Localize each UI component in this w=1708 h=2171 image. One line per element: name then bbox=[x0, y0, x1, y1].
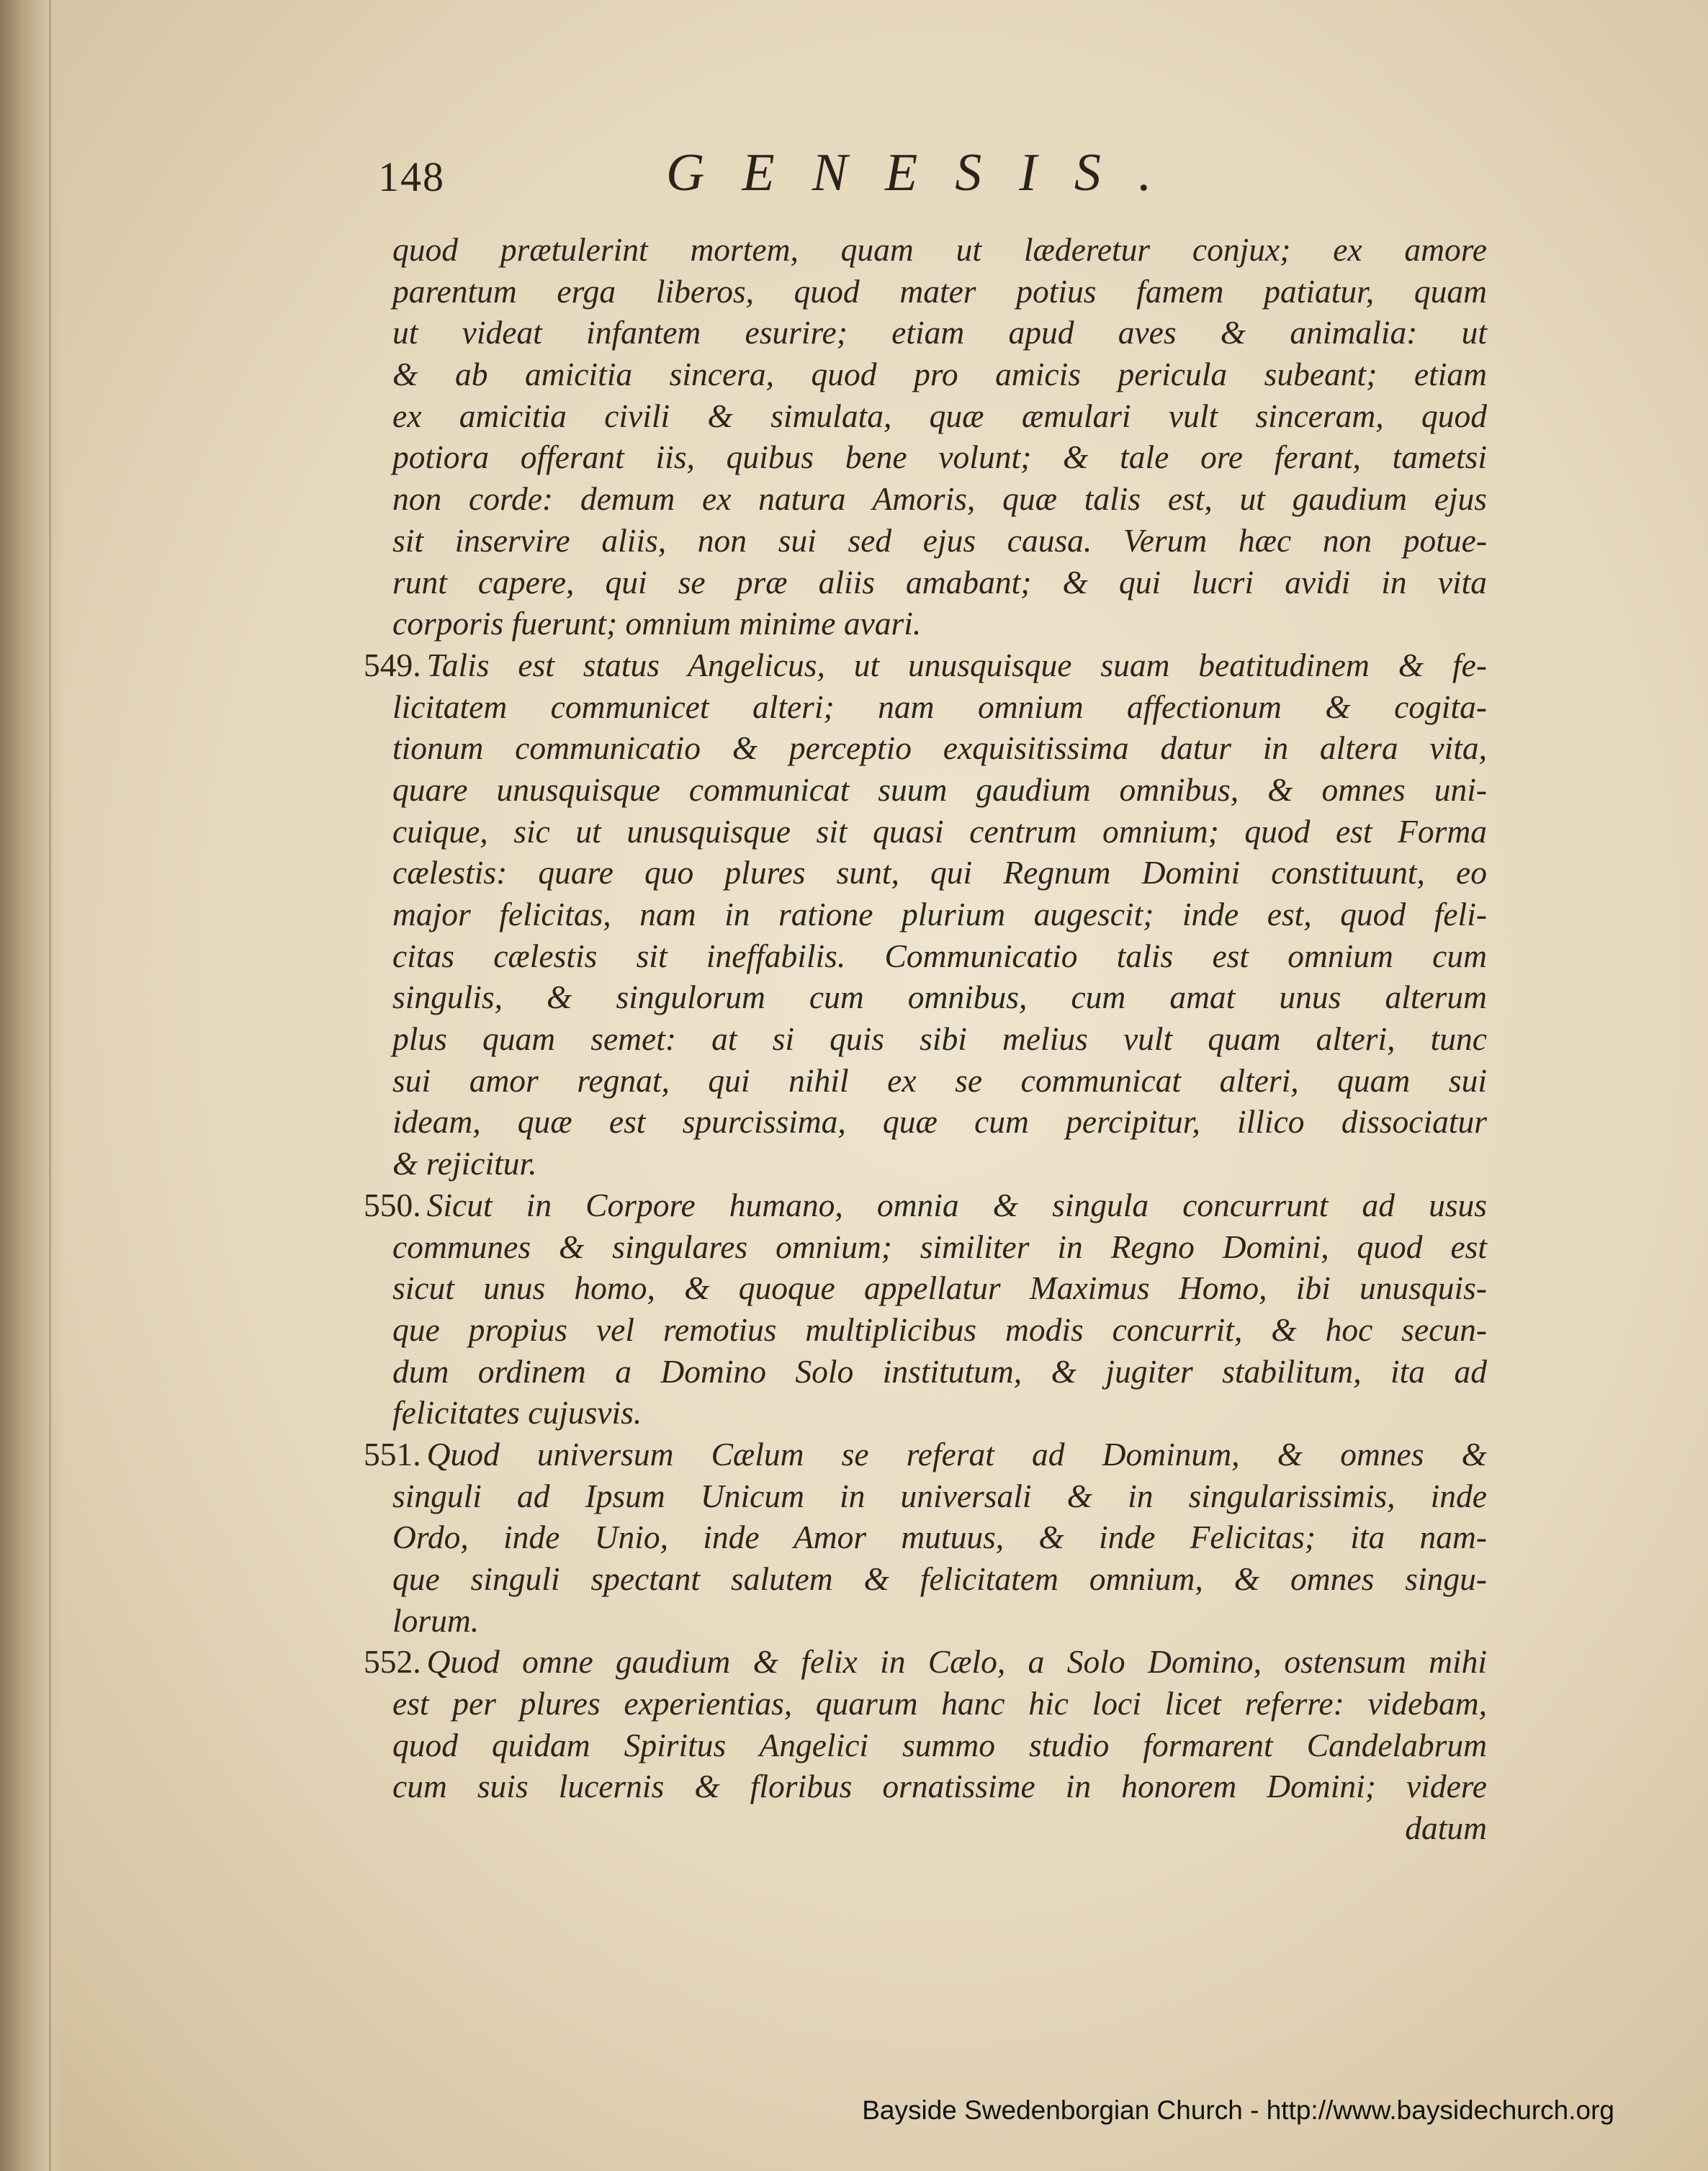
text-line bbox=[392, 1725, 1487, 1766]
line-text: sicut unus homo, & quoque appellatur Maximus Homo, ibi unusquis- bbox=[392, 1269, 1487, 1307]
text-line bbox=[392, 1475, 1487, 1517]
line-text: quod quidam Spiritus Angelici summo studio formarent Candelabrum bbox=[392, 1726, 1487, 1763]
text-line bbox=[392, 1267, 1487, 1309]
line-text: datum bbox=[1405, 1810, 1487, 1847]
text-line bbox=[392, 1351, 1487, 1393]
line-text: communes & singulares omnium; similiter in Regno Domini, quod est bbox=[392, 1228, 1487, 1265]
text-line bbox=[392, 976, 1487, 1018]
paragraph-first-line bbox=[364, 644, 1487, 686]
paragraph-number: 549. bbox=[364, 646, 421, 683]
line-text: singuli ad Ipsum Unicum in universali & in singularissimis, inde bbox=[392, 1477, 1487, 1514]
line-text: quod prætulerint mortem, quam ut læderetur conjux; ex amore bbox=[392, 231, 1487, 268]
text-line bbox=[392, 852, 1487, 894]
text-line bbox=[392, 1766, 1487, 1807]
text-line bbox=[392, 229, 1487, 271]
text-line bbox=[392, 1143, 1487, 1185]
text-line bbox=[392, 935, 1487, 977]
line-text: licitatem communicet alteri; nam omnium affectionum & cogita- bbox=[392, 688, 1487, 725]
text-line bbox=[392, 562, 1487, 603]
line-text: cuique, sic ut unusquisque sit quasi centrum omnium; quod est Forma bbox=[392, 812, 1487, 850]
text-line bbox=[392, 1600, 1487, 1642]
text-line bbox=[392, 1101, 1487, 1143]
page-header bbox=[378, 143, 1228, 207]
paragraph-first-line bbox=[364, 1641, 1487, 1683]
text-line bbox=[392, 603, 1487, 644]
line-text: & rejicitur. bbox=[392, 1145, 537, 1182]
line-text: major felicitas, nam in ratione plurium augescit; inde est, quod feli- bbox=[392, 896, 1487, 932]
line-text: est per plures experientias, quarum hanc hic loci licet referre: videbam, bbox=[392, 1685, 1487, 1722]
text-line bbox=[392, 354, 1487, 395]
text-line bbox=[392, 520, 1487, 562]
binding-edge bbox=[49, 0, 51, 2171]
line-text: cælestis: quare quo plures sunt, qui Regnum Domini constituunt, eo bbox=[392, 854, 1487, 891]
line-text: quare unusquisque communicat suum gaudium omnibus, & omnes uni- bbox=[392, 770, 1487, 808]
line-text: ideam, quæ est spurcissima, quæ cum percipitur, illico dissociatur bbox=[392, 1103, 1487, 1141]
line-text: cum suis lucernis & floribus ornatissime in honorem Domini; videre bbox=[392, 1768, 1487, 1805]
line-text: Quod omne gaudium & felix in Cælo, a Solo Domino, ostensum mihi bbox=[426, 1643, 1487, 1681]
text-line bbox=[392, 1018, 1487, 1060]
line-text: tionum communicatio & perceptio exquisitissima datur in altera vita, bbox=[392, 729, 1487, 767]
line-text: Ordo, inde Unio, inde Amor mutuus, & inde Felicitas; ita nam- bbox=[392, 1519, 1487, 1556]
text-line bbox=[392, 478, 1487, 520]
text-line bbox=[392, 1060, 1487, 1102]
line-text: corporis fuerunt; omnium minime avari. bbox=[392, 605, 922, 642]
text-line bbox=[392, 436, 1487, 478]
line-text: lorum. bbox=[392, 1601, 480, 1639]
text-line bbox=[392, 312, 1487, 354]
line-text: que propius vel remotius multiplicibus modis concurrit, & hoc secun- bbox=[392, 1311, 1487, 1348]
line-text: & ab amicitia sincera, quod pro amicis pericula subeant; etiam bbox=[392, 356, 1487, 393]
watermark-credit: Bayside Swedenborgian Church - http://www.baysidechurch.org bbox=[862, 2095, 1614, 2125]
paragraph-number: 550. bbox=[364, 1186, 421, 1223]
text-line bbox=[392, 811, 1487, 853]
text-line bbox=[392, 395, 1487, 437]
line-text: sui amor regnat, qui nihil ex se communicat alteri, quam sui bbox=[392, 1061, 1487, 1099]
line-text: parentum erga liberos, quod mater potius famem patiatur, quam bbox=[392, 272, 1487, 310]
page-gutter-shadow bbox=[0, 0, 65, 2171]
line-text: runt capere, qui se præ aliis amabant; & qui lucri avidi in vita bbox=[392, 563, 1487, 601]
text-line bbox=[392, 769, 1487, 811]
line-text: sit inservire aliis, non sui sed ejus causa. Verum hæc non potue- bbox=[392, 521, 1487, 559]
paragraph-first-line bbox=[364, 1434, 1487, 1475]
line-text: non corde: demum ex natura Amoris, quæ talis est, ut gaudium ejus bbox=[392, 480, 1487, 518]
running-title: GENESIS. bbox=[666, 143, 1190, 202]
text-line bbox=[392, 1392, 1487, 1434]
text-line bbox=[392, 1558, 1487, 1600]
line-text: Sicut in Corpore humano, omnia & singula concurrunt ad usus bbox=[426, 1186, 1487, 1223]
text-line bbox=[392, 894, 1487, 935]
line-text: dum ordinem a Domino Solo institutum, & jugiter stabilitum, ita ad bbox=[392, 1352, 1487, 1390]
text-line bbox=[392, 727, 1487, 769]
line-text: ut videat infantem esurire; etiam apud aves & animalia: ut bbox=[392, 314, 1487, 351]
text-line bbox=[392, 1807, 1487, 1849]
line-text: Talis est status Angelicus, ut unusquisque suam beatitudinem & fe- bbox=[426, 646, 1487, 683]
line-text: ex amicitia civili & simulata, quæ æmulari vult sinceram, quod bbox=[392, 397, 1487, 434]
line-text: Quod universum Cælum se referat ad Dominum, & omnes & bbox=[426, 1435, 1487, 1473]
text-line bbox=[392, 1226, 1487, 1268]
line-text: citas cælestis sit ineffabilis. Communicatio talis est omnium cum bbox=[392, 937, 1487, 974]
page-number: 148 bbox=[378, 153, 445, 200]
paragraph-number: 551. bbox=[364, 1435, 421, 1473]
line-text: que singuli spectant salutem & felicitatem omnium, & omnes singu- bbox=[392, 1560, 1487, 1597]
line-text: potiora offerant iis, quibus bene volunt; & tale ore ferant, tametsi bbox=[392, 439, 1487, 476]
line-text: plus quam semet: at si quis sibi melius vult quam alteri, tunc bbox=[392, 1020, 1487, 1058]
text-line bbox=[392, 271, 1487, 313]
paragraph-number: 552. bbox=[364, 1643, 421, 1681]
text-line bbox=[392, 1516, 1487, 1558]
line-text: singulis, & singulorum cum omnibus, cum amat unus alterum bbox=[392, 979, 1487, 1016]
line-text: felicitates cujusvis. bbox=[392, 1394, 642, 1431]
body-text bbox=[364, 229, 1487, 1849]
text-line bbox=[392, 1683, 1487, 1725]
text-line bbox=[392, 686, 1487, 728]
text-line bbox=[392, 1309, 1487, 1351]
paragraph-first-line bbox=[364, 1185, 1487, 1226]
